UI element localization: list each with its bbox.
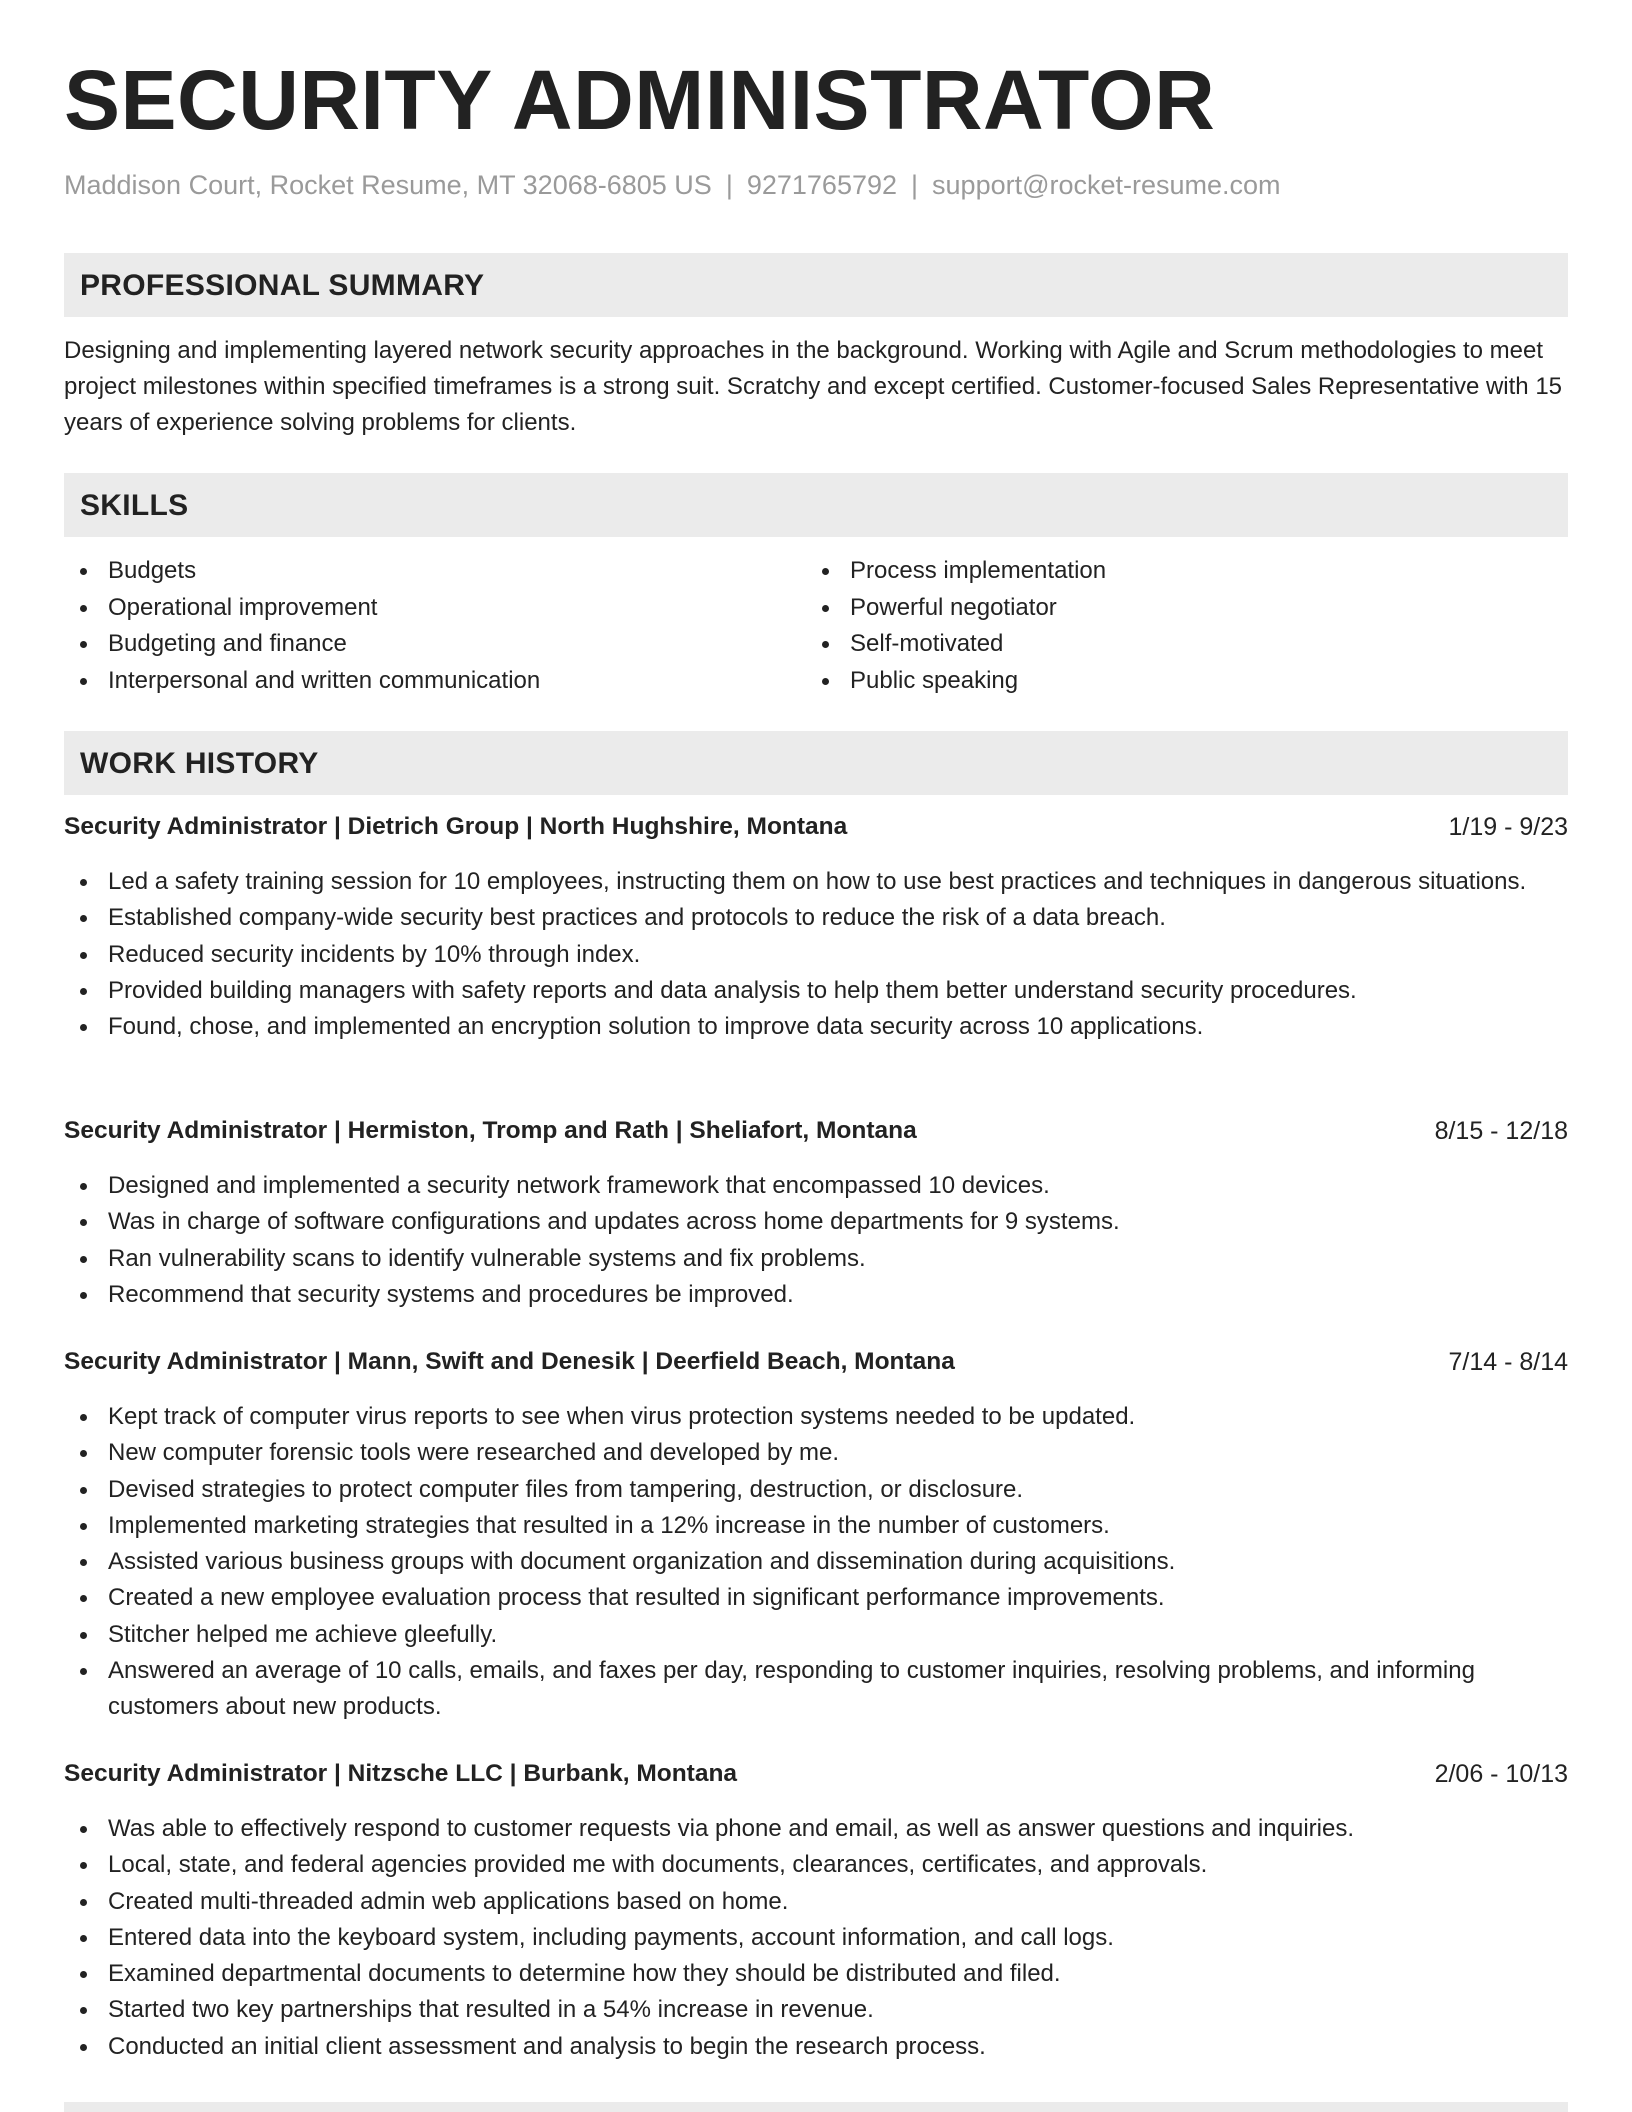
job-entry: [64, 1117, 1568, 1313]
job-entry: [64, 813, 1568, 1045]
job-bullet: Found, chose, and implemented an encryption solution to improve data security across 10 applications.: [64, 1009, 1568, 1045]
job-bullet: Was able to effectively respond to customer requests via phone and email, as well as answer questions and inquiries.: [64, 1811, 1568, 1847]
skill-item: Powerful negotiator: [806, 590, 1568, 627]
job-title: Security Administrator | Nitzsche LLC | Burbank, Montana: [64, 1760, 738, 1787]
job-bullet: Local, state, and federal agencies provided me with documents, clearances, certificates, and approvals.: [64, 1847, 1568, 1883]
section-title-skills: SKILLS: [80, 489, 189, 522]
skill-item: Operational improvement: [64, 590, 806, 627]
skill-item: Budgeting and finance: [64, 626, 806, 663]
job-bullet: Ran vulnerability scans to identify vulnerable systems and fix problems.: [64, 1241, 1568, 1277]
section-header-next: [64, 2102, 1568, 2112]
job-title: Security Administrator | Hermiston, Tromp and Rath | Sheliafort, Montana: [64, 1117, 917, 1144]
job-bullet: Led a safety training session for 10 employees, instructing them on how to use best practices and techniques in dangerous situations.: [64, 864, 1568, 900]
job-bullet: Implemented marketing strategies that resulted in a 12% increase in the number of customers.: [64, 1508, 1568, 1544]
skills-column-left: [64, 553, 806, 699]
job-bullet: Entered data into the keyboard system, including payments, account information, and call logs.: [64, 1920, 1568, 1956]
job-bullet: Established company-wide security best practices and protocols to reduce the risk of a data breach.: [64, 900, 1568, 936]
skill-item: Interpersonal and written communication: [64, 663, 806, 700]
job-bullet: Assisted various business groups with document organization and dissemination during acquisitions.: [64, 1544, 1568, 1580]
job-bullet: Kept track of computer virus reports to see when virus protection systems needed to be updated.: [64, 1399, 1568, 1435]
job-bullet: Provided building managers with safety reports and data analysis to help them better understand security procedures.: [64, 973, 1568, 1009]
job-header: [64, 1348, 1568, 1384]
skills-list: [64, 553, 1568, 699]
job-bullets: [64, 1168, 1568, 1313]
job-bullet: Created multi-threaded admin web applications based on home.: [64, 1884, 1568, 1920]
job-bullet: Conducted an initial client assessment and analysis to begin the research process.: [64, 2029, 1568, 2065]
section-title-summary: PROFESSIONAL SUMMARY: [80, 269, 485, 302]
job-dates: 7/14 - 8/14: [1448, 1348, 1568, 1376]
section-title-work-history: WORK HISTORY: [80, 747, 319, 780]
skill-item: Self-motivated: [806, 626, 1568, 663]
job-dates: 8/15 - 12/18: [1434, 1117, 1568, 1145]
job-bullet: New computer forensic tools were researched and developed by me.: [64, 1435, 1568, 1471]
job-bullet: Examined departmental documents to determine how they should be distributed and filed.: [64, 1956, 1568, 1992]
skill-item: Process implementation: [806, 553, 1568, 590]
job-bullet: Was in charge of software configurations and updates across home departments for 9 systems.: [64, 1204, 1568, 1240]
skills-column-right: [806, 553, 1568, 699]
job-bullet: Answered an average of 10 calls, emails, and faxes per day, responding to customer inquiries, resolving problems, and informing customers about new products.: [64, 1653, 1568, 1726]
job-bullet: Devised strategies to protect computer files from tampering, destruction, or disclosure.: [64, 1472, 1568, 1508]
contact-separator: |: [911, 170, 919, 200]
contact-separator: |: [725, 170, 733, 200]
job-title: Security Administrator | Dietrich Group | North Hughshire, Montana: [64, 813, 848, 840]
job-bullet: Designed and implemented a security network framework that encompassed 10 devices.: [64, 1168, 1568, 1204]
job-bullets: [64, 1811, 1568, 2065]
job-bullets: [64, 864, 1568, 1045]
skill-item: Budgets: [64, 553, 806, 590]
job-bullet: Created a new employee evaluation process that resulted in significant performance improvements.: [64, 1580, 1568, 1616]
page-title: SECURITY ADMINISTRATOR: [64, 53, 1216, 147]
job-bullets: [64, 1399, 1568, 1726]
contact-line: [64, 170, 1281, 201]
job-dates: 1/19 - 9/23: [1448, 813, 1568, 841]
job-entry: [64, 1760, 1568, 2065]
section-header-skills: [64, 473, 1568, 537]
skill-item: Public speaking: [806, 663, 1568, 700]
job-header: [64, 813, 1568, 849]
job-entry: [64, 1348, 1568, 1726]
contact-address: Maddison Court, Rocket Resume, MT 32068-6805 US: [64, 170, 712, 200]
job-title: Security Administrator | Mann, Swift and Denesik | Deerfield Beach, Montana: [64, 1348, 955, 1375]
contact-phone: 9271765792: [746, 170, 898, 200]
job-bullet: Recommend that security systems and procedures be improved.: [64, 1277, 1568, 1313]
job-dates: 2/06 - 10/13: [1434, 1760, 1568, 1788]
summary-text: Designing and implementing layered network security approaches in the background. Working with Agile and Scrum methodologies to meet project milestones within specified timeframes is a strong suit. Scratchy and except certified. Customer-focused Sales Representative with 15 years of experience solving problems for clients.: [64, 337, 1563, 436]
job-bullet: Reduced security incidents by 10% through index.: [64, 937, 1568, 973]
section-header-summary: [64, 253, 1568, 317]
job-header: [64, 1760, 1568, 1796]
contact-email: support@rocket-resume.com: [932, 170, 1281, 200]
section-header-work-history: [64, 731, 1568, 795]
job-header: [64, 1117, 1568, 1153]
job-bullet: Started two key partnerships that resulted in a 54% increase in revenue.: [64, 1992, 1568, 2028]
job-bullet: Stitcher helped me achieve gleefully.: [64, 1617, 1568, 1653]
